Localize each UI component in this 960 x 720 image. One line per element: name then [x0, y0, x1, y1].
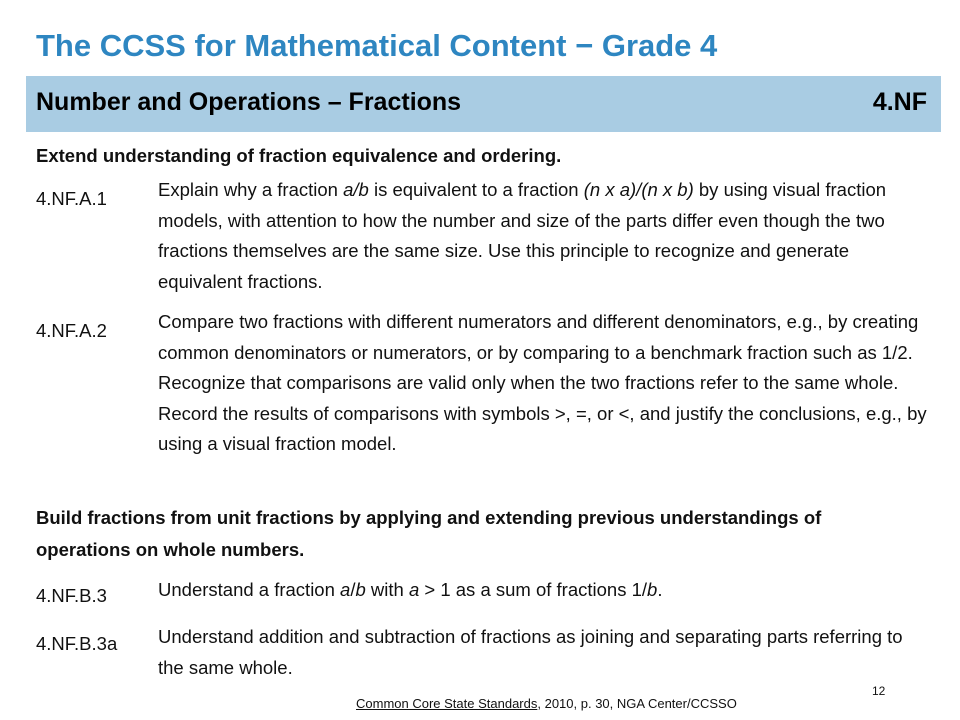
- standard-code-4nfb3: 4.NF.B.3: [36, 585, 107, 606]
- standard-code-4nfa2: 4.NF.A.2: [36, 320, 107, 341]
- domain-title: Number and Operations – Fractions: [36, 88, 462, 116]
- citation-link[interactable]: Common Core State Standards: [356, 696, 538, 711]
- slide-title: The CCSS for Mathematical Content − Grade 4: [36, 28, 718, 63]
- cluster-heading-a: Extend understanding of fraction equivalence and ordering.: [36, 145, 562, 166]
- page-number: 12: [872, 684, 886, 698]
- standard-text-4nfb3a: Understand addition and subtraction of fractions as joining and separating parts referring to the same whole.: [158, 626, 903, 678]
- standard-text-4nfa1: Explain why a fraction a/b is equivalent to a fraction (n x a)/(n x b) by using visual fraction models, with attention to how the number and size of the parts differ even though the two fractions themselves are the same size. Use this principle to recognize and generate equivalent fractions.: [158, 179, 887, 292]
- standard-code-4nfb3a: 4.NF.B.3a: [36, 633, 118, 654]
- standard-text-4nfa2: Compare two fractions with different numerators and different denominators, e.g., by creating common denominators or numerators, or by comparing to a benchmark fraction such as 1/2. Recognize that comparisons are valid only when the two fractions refer to the same whole. Record the results of comparisons with symbols >, =, or <, and justify the conclusions, e.g., by using a visual fraction model.: [158, 311, 927, 454]
- domain-code: 4.NF: [872, 88, 927, 116]
- source-citation: Common Core State Standards, 2010, p. 30, NGA Center/CCSSO: [356, 696, 737, 711]
- standard-code-4nfa1: 4.NF.A.1: [36, 188, 107, 209]
- cluster-heading-b: Build fractions from unit fractions by applying and extending previous understandings of operations on whole numbers.: [36, 507, 822, 560]
- domain-banner: [26, 76, 941, 132]
- standard-text-4nfb3: Understand a fraction a/b with a > 1 as a sum of fractions 1/b.: [158, 579, 663, 600]
